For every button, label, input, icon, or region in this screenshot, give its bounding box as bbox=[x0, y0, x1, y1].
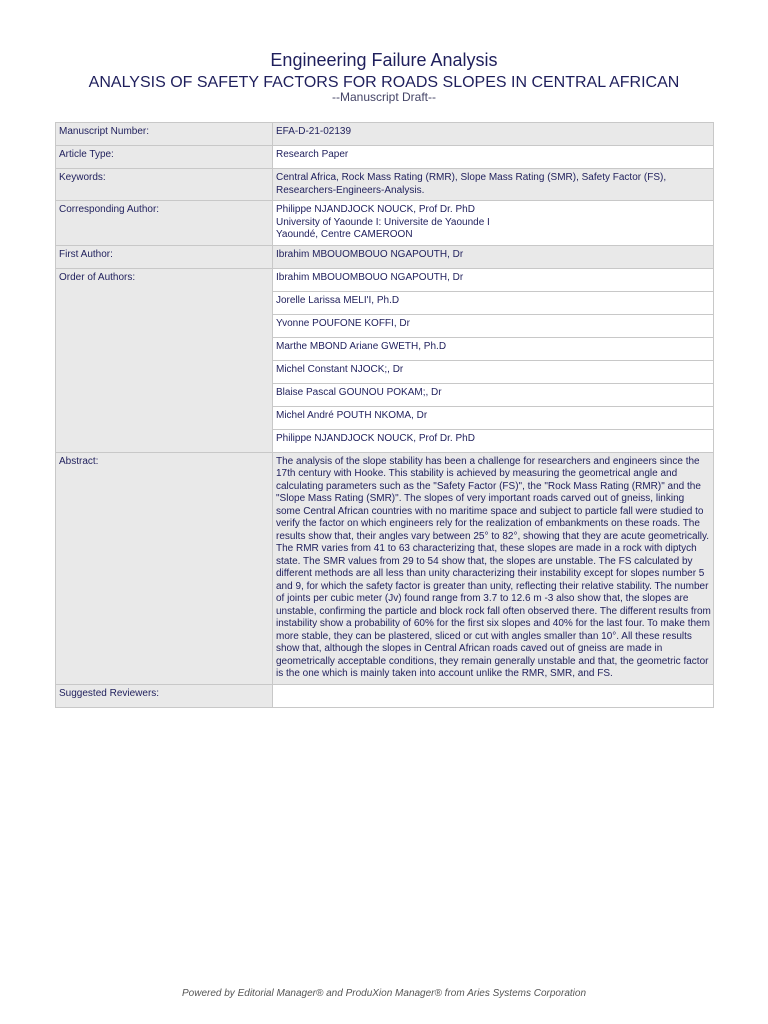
journal-name: Engineering Failure Analysis bbox=[270, 50, 498, 70]
document-header bbox=[0, 48, 768, 104]
order-of-authors-label: Order of Authors: bbox=[56, 268, 273, 452]
author-item: Philippe NJANDJOCK NOUCK, Prof Dr. PhD bbox=[273, 429, 714, 452]
author-item: Marthe MBOND Ariane GWETH, Ph.D bbox=[273, 337, 714, 360]
author-item: Michel André POUTH NKOMA, Dr bbox=[273, 406, 714, 429]
author-item: Blaise Pascal GOUNOU POKAM;, Dr bbox=[273, 383, 714, 406]
author-item: Jorelle Larissa MELI'I, Ph.D bbox=[273, 291, 714, 314]
table-row bbox=[56, 452, 714, 684]
author-item: Yvonne POUFONE KOFFI, Dr bbox=[273, 314, 714, 337]
first-author-label: First Author: bbox=[56, 245, 273, 268]
table-row bbox=[56, 245, 714, 268]
article-type-value: Research Paper bbox=[273, 146, 714, 169]
footer-credit: Powered by Editorial Manager® and ProduXion Manager® from Aries Systems Corporation bbox=[182, 988, 586, 999]
suggested-reviewers-label: Suggested Reviewers: bbox=[56, 684, 273, 707]
corresponding-author-location: Yaoundé, Centre CAMEROON bbox=[276, 229, 413, 240]
table-row bbox=[56, 201, 714, 246]
table-row bbox=[56, 146, 714, 169]
manuscript-title: ANALYSIS OF SAFETY FACTORS FOR ROADS SLOPES IN CENTRAL AFRICAN bbox=[88, 74, 680, 91]
abstract-label: Abstract: bbox=[56, 452, 273, 684]
manuscript-number-value: EFA-D-21-02139 bbox=[273, 123, 714, 146]
keywords-label: Keywords: bbox=[56, 169, 273, 201]
manuscript-number-label: Manuscript Number: bbox=[56, 123, 273, 146]
table-row bbox=[56, 684, 714, 707]
corresponding-author-value bbox=[273, 201, 714, 246]
author-item: Michel Constant NJOCK;, Dr bbox=[273, 360, 714, 383]
table-row bbox=[56, 123, 714, 146]
table-row bbox=[56, 169, 714, 201]
manuscript-details-table bbox=[55, 122, 714, 708]
table-row bbox=[56, 268, 714, 291]
draft-label: --Manuscript Draft-- bbox=[331, 90, 436, 104]
corresponding-author-name: Philippe NJANDJOCK NOUCK, Prof Dr. PhD bbox=[276, 204, 475, 215]
keywords-value: Central Africa, Rock Mass Rating (RMR), Slope Mass Rating (SMR), Safety Factor (FS), Researchers-Engineers-Analysis. bbox=[273, 169, 714, 201]
abstract-text: The analysis of the slope stability has been a challenge for researchers and engineers since the 17th century with Hooke. This stability is achieved by measuring the geometrical angle and calculating parameters such as the "Safety Factor (FS)", the "Rock Mass Rating (RMR)" and the "Slope Mass Rating (SMR)". The slopes of very important roads carved out of gneiss, linking some Central African countries with no maritime space and subject to particle fall were studied to verify the factor on which engineers rely for the realization of embankments on these roads. The results show that, their angles vary between 25° to 82°, showing that they are acute geometrically. The RMR varies from 41 to 63 characterizing that, these slopes are made in a rock with diptych state. The SMR values from 29 to 54 show that, the slopes are unstable. The FS calculated by different methods are all less than unity characterizing their instability except for slopes number 5 and 9, for which the safety factor is greater than unity, reflecting their relative stability. The number of joints per cubic meter (Jv) found range from 3.7 to 12.6 m -3 also show that, the slopes are unstable, confirming the particle and block rock fall often observed there. The different results from instability show a probability of 60% for the first six slopes and 40% for the last four. To make them more stable, they can be plastered, sliced or cut with angles smaller than 10°. All these results show that, although the slopes in Central African roads caved out of gneiss are made in geometrically acceptable conditions, they remain generally unstable and that, the geometric factor is the one which is mainly taken into account unlike the RMR, SMR, and FS. bbox=[273, 452, 714, 684]
suggested-reviewers-value bbox=[273, 684, 714, 707]
author-item: Ibrahim MBOUOMBOUO NGAPOUTH, Dr bbox=[273, 268, 714, 291]
corresponding-author-label: Corresponding Author: bbox=[56, 201, 273, 246]
first-author-value: Ibrahim MBOUOMBOUO NGAPOUTH, Dr bbox=[273, 245, 714, 268]
corresponding-author-affiliation: University of Yaounde I: Universite de Yaounde I bbox=[276, 216, 490, 228]
article-type-label: Article Type: bbox=[56, 146, 273, 169]
